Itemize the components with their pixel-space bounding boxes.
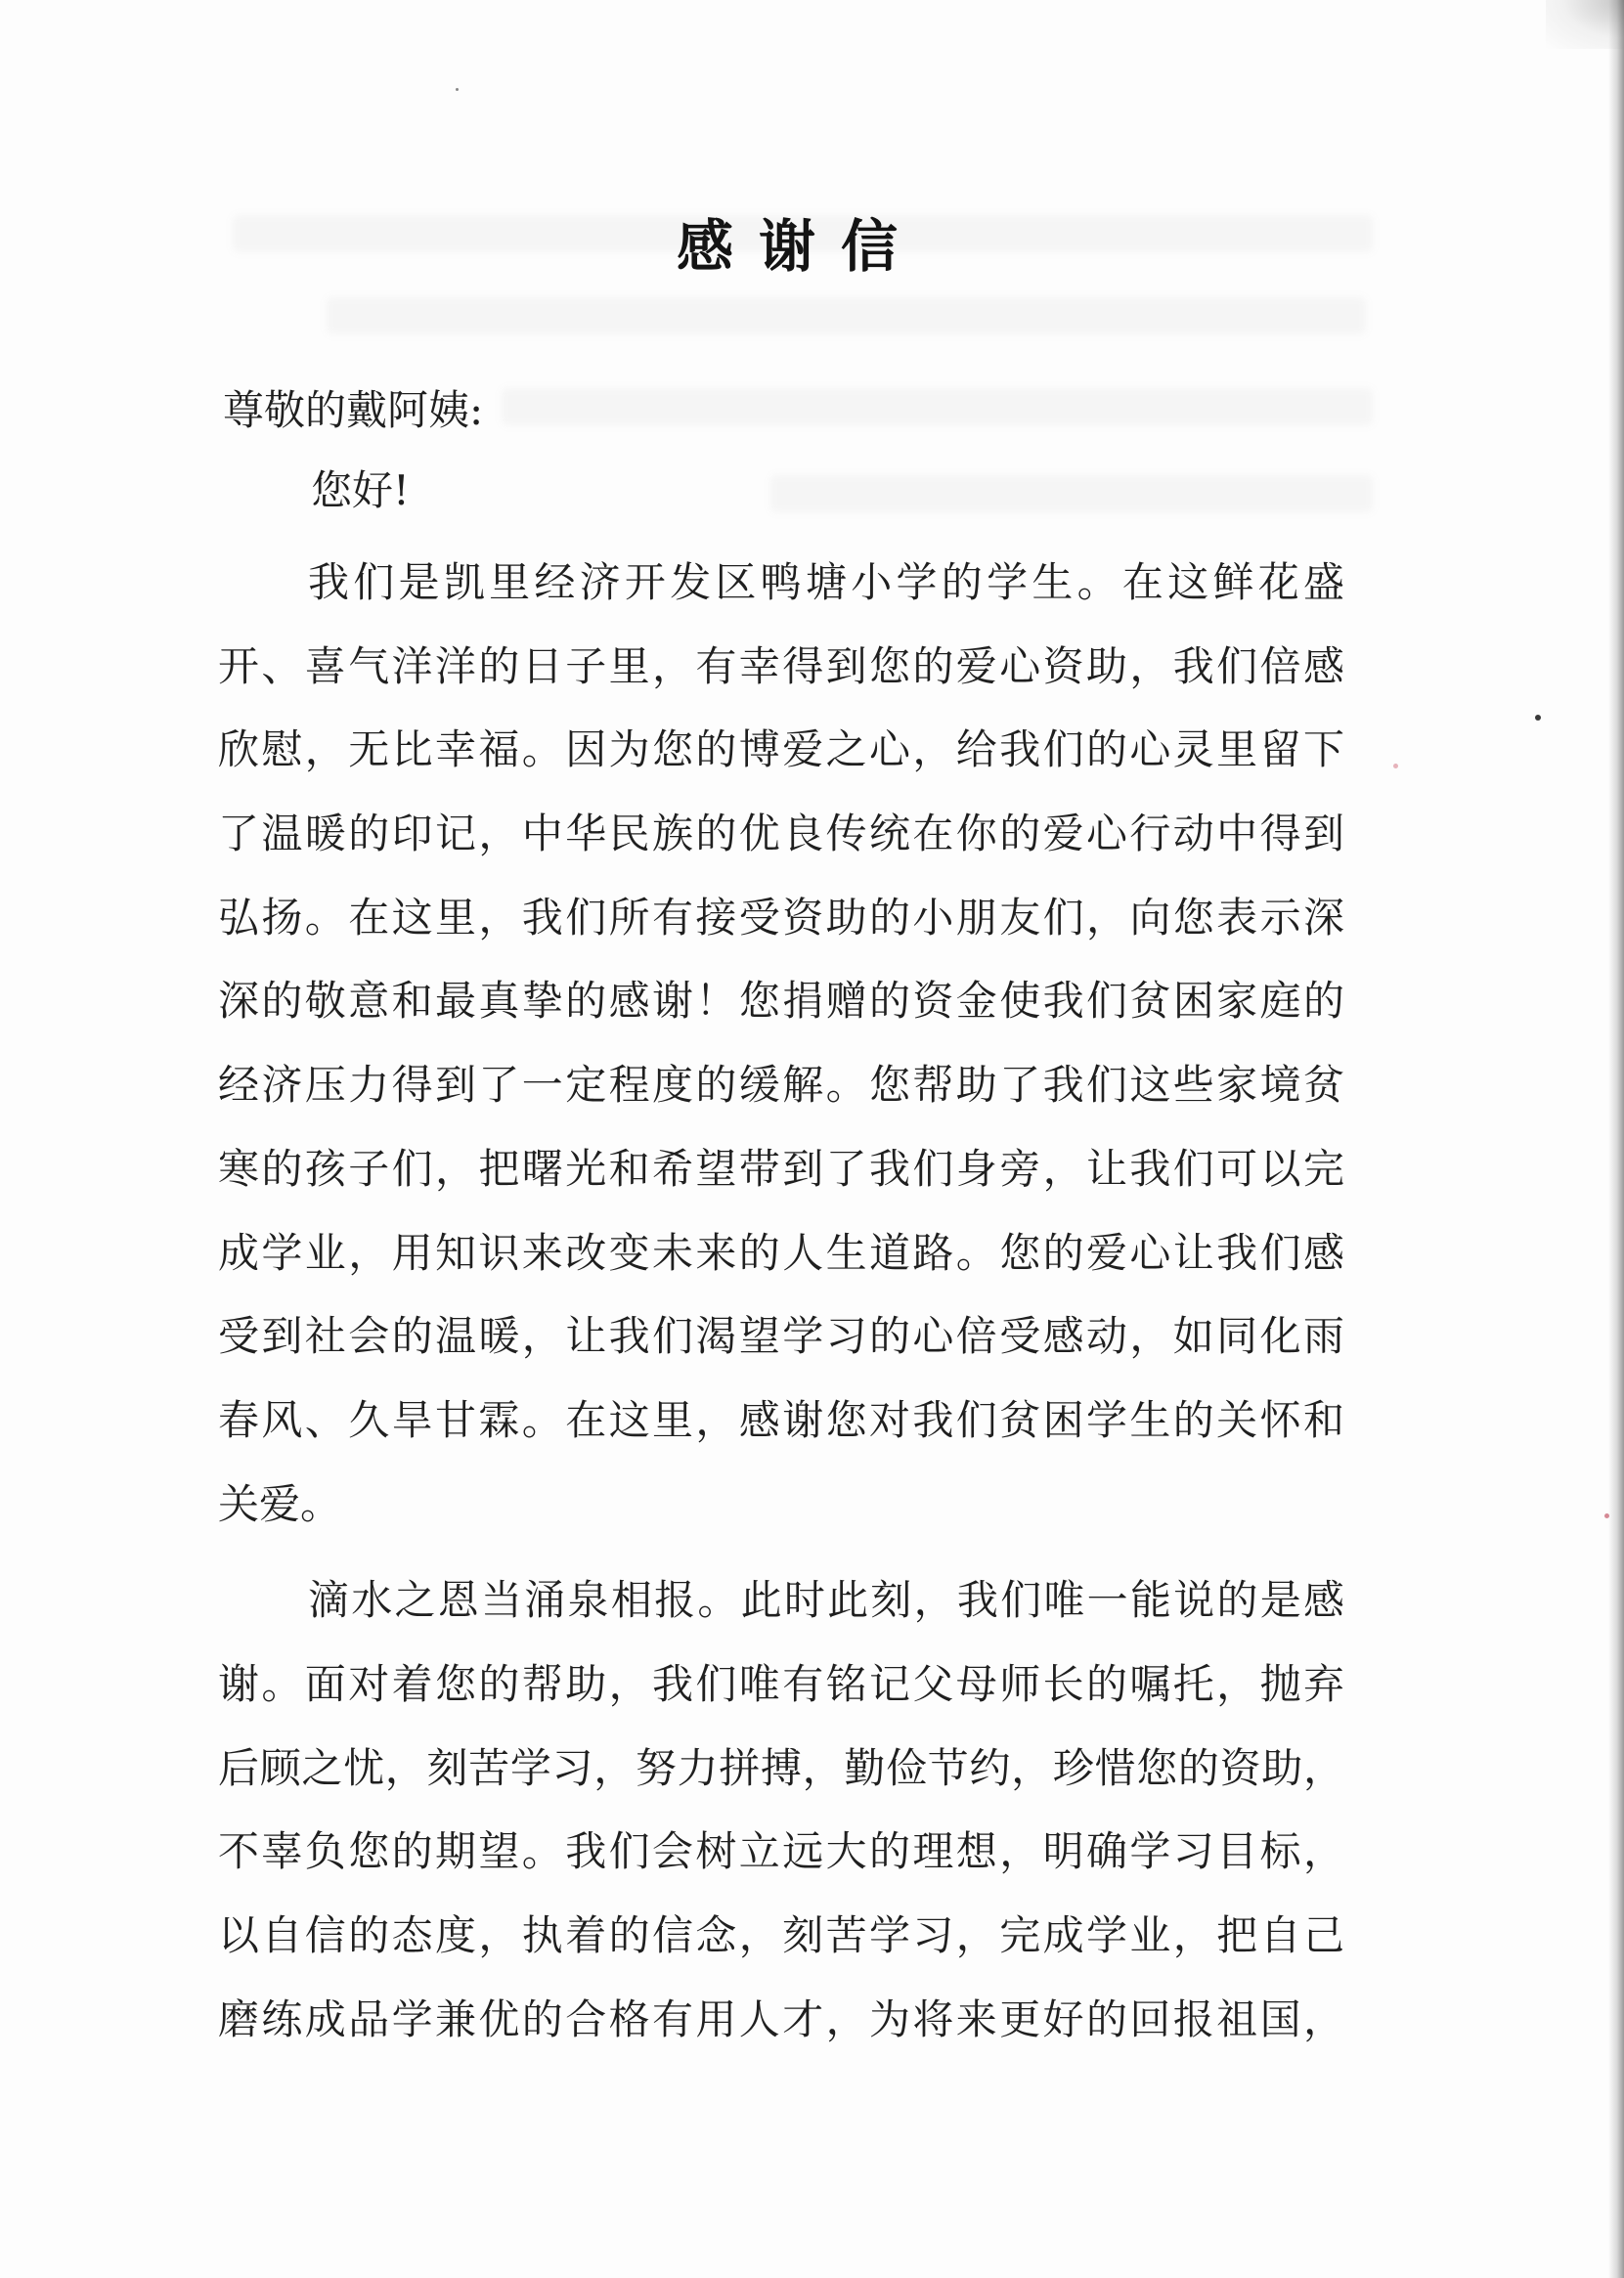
letter-title: 感谢信: [676, 213, 923, 280]
paragraph-line: 后顾之忧，刻苦学习，努力拼搏，勤俭节约，珍惜您的资助，: [218, 1743, 1344, 1792]
scan-speck: [1604, 1513, 1609, 1518]
bleed-through-shadow: [770, 475, 1373, 512]
scan-speck: [456, 88, 459, 91]
paragraph-line: 经济压力得到了一定程度的缓解。您帮助了我们这些家境贫: [218, 1061, 1344, 1110]
paragraph-line: 寒的孩子们，把曙光和希望带到了我们身旁，让我们可以完: [218, 1144, 1344, 1193]
paragraph-line: 我们是凯里经济开发区鸭塘小学的学生。在这鲜花盛: [308, 558, 1344, 606]
page-corner-shadow: [1546, 0, 1624, 49]
letter-body: [218, 541, 1344, 2074]
scan-speck: [1393, 764, 1398, 768]
paragraph-line: 不辜负您的期望。我们会树立远大的理想，明确学习目标，: [218, 1827, 1344, 1876]
paragraph-line: 深的敬意和最真挚的感谢！您捐赠的资金使我们贫困家庭的: [218, 977, 1344, 1026]
greeting: 您好!: [311, 466, 410, 514]
paragraph-line: 谢。面对着您的帮助，我们唯有铭记父母师长的嘱托，抛弃: [218, 1659, 1344, 1708]
paragraph-line: 弘扬。在这里，我们所有接受资助的小朋友们，向您表示深: [218, 893, 1344, 942]
paragraph-line: 开、喜气洋洋的日子里，有幸得到您的爱心资助，我们倍感: [218, 641, 1344, 690]
paragraph-line: 以自信的态度，执着的信念，刻苦学习，完成学业，把自己: [218, 1911, 1344, 1959]
paragraph-line: 欣慰，无比幸福。因为您的博爱之心，给我们的心灵里留下: [218, 725, 1344, 774]
paragraph-line: 受到社会的温暖，让我们渴望学习的心倍受感动，如同化雨: [218, 1312, 1344, 1361]
paragraph-line: 成学业，用知识来改变未来的人生道路。您的爱心让我们感: [218, 1228, 1344, 1277]
paragraph-line: 了温暖的印记，中华民族的优良传统在你的爱心行动中得到: [218, 810, 1344, 858]
paragraph-line: 滴水之恩当涌泉相报。此时此刻，我们唯一能说的是感: [308, 1576, 1344, 1625]
page-edge-shadow: [1608, 0, 1624, 2278]
scan-speck: [1535, 715, 1541, 721]
body-paragraph: [218, 1558, 1344, 2061]
paragraph-line: 春风、久旱甘霖。在这里，感谢您对我们贫困学生的关怀和: [218, 1395, 1344, 1444]
body-paragraph: [218, 541, 1344, 1546]
paragraph-line: 磨练成品学兼优的合格有用人才，为将来更好的回报祖国，: [218, 1994, 1344, 2043]
bleed-through-shadow: [327, 297, 1366, 334]
salutation: 尊敬的戴阿姨:: [223, 386, 484, 434]
paragraph-line: 关爱。: [218, 1479, 342, 1528]
bleed-through-shadow: [502, 388, 1373, 425]
